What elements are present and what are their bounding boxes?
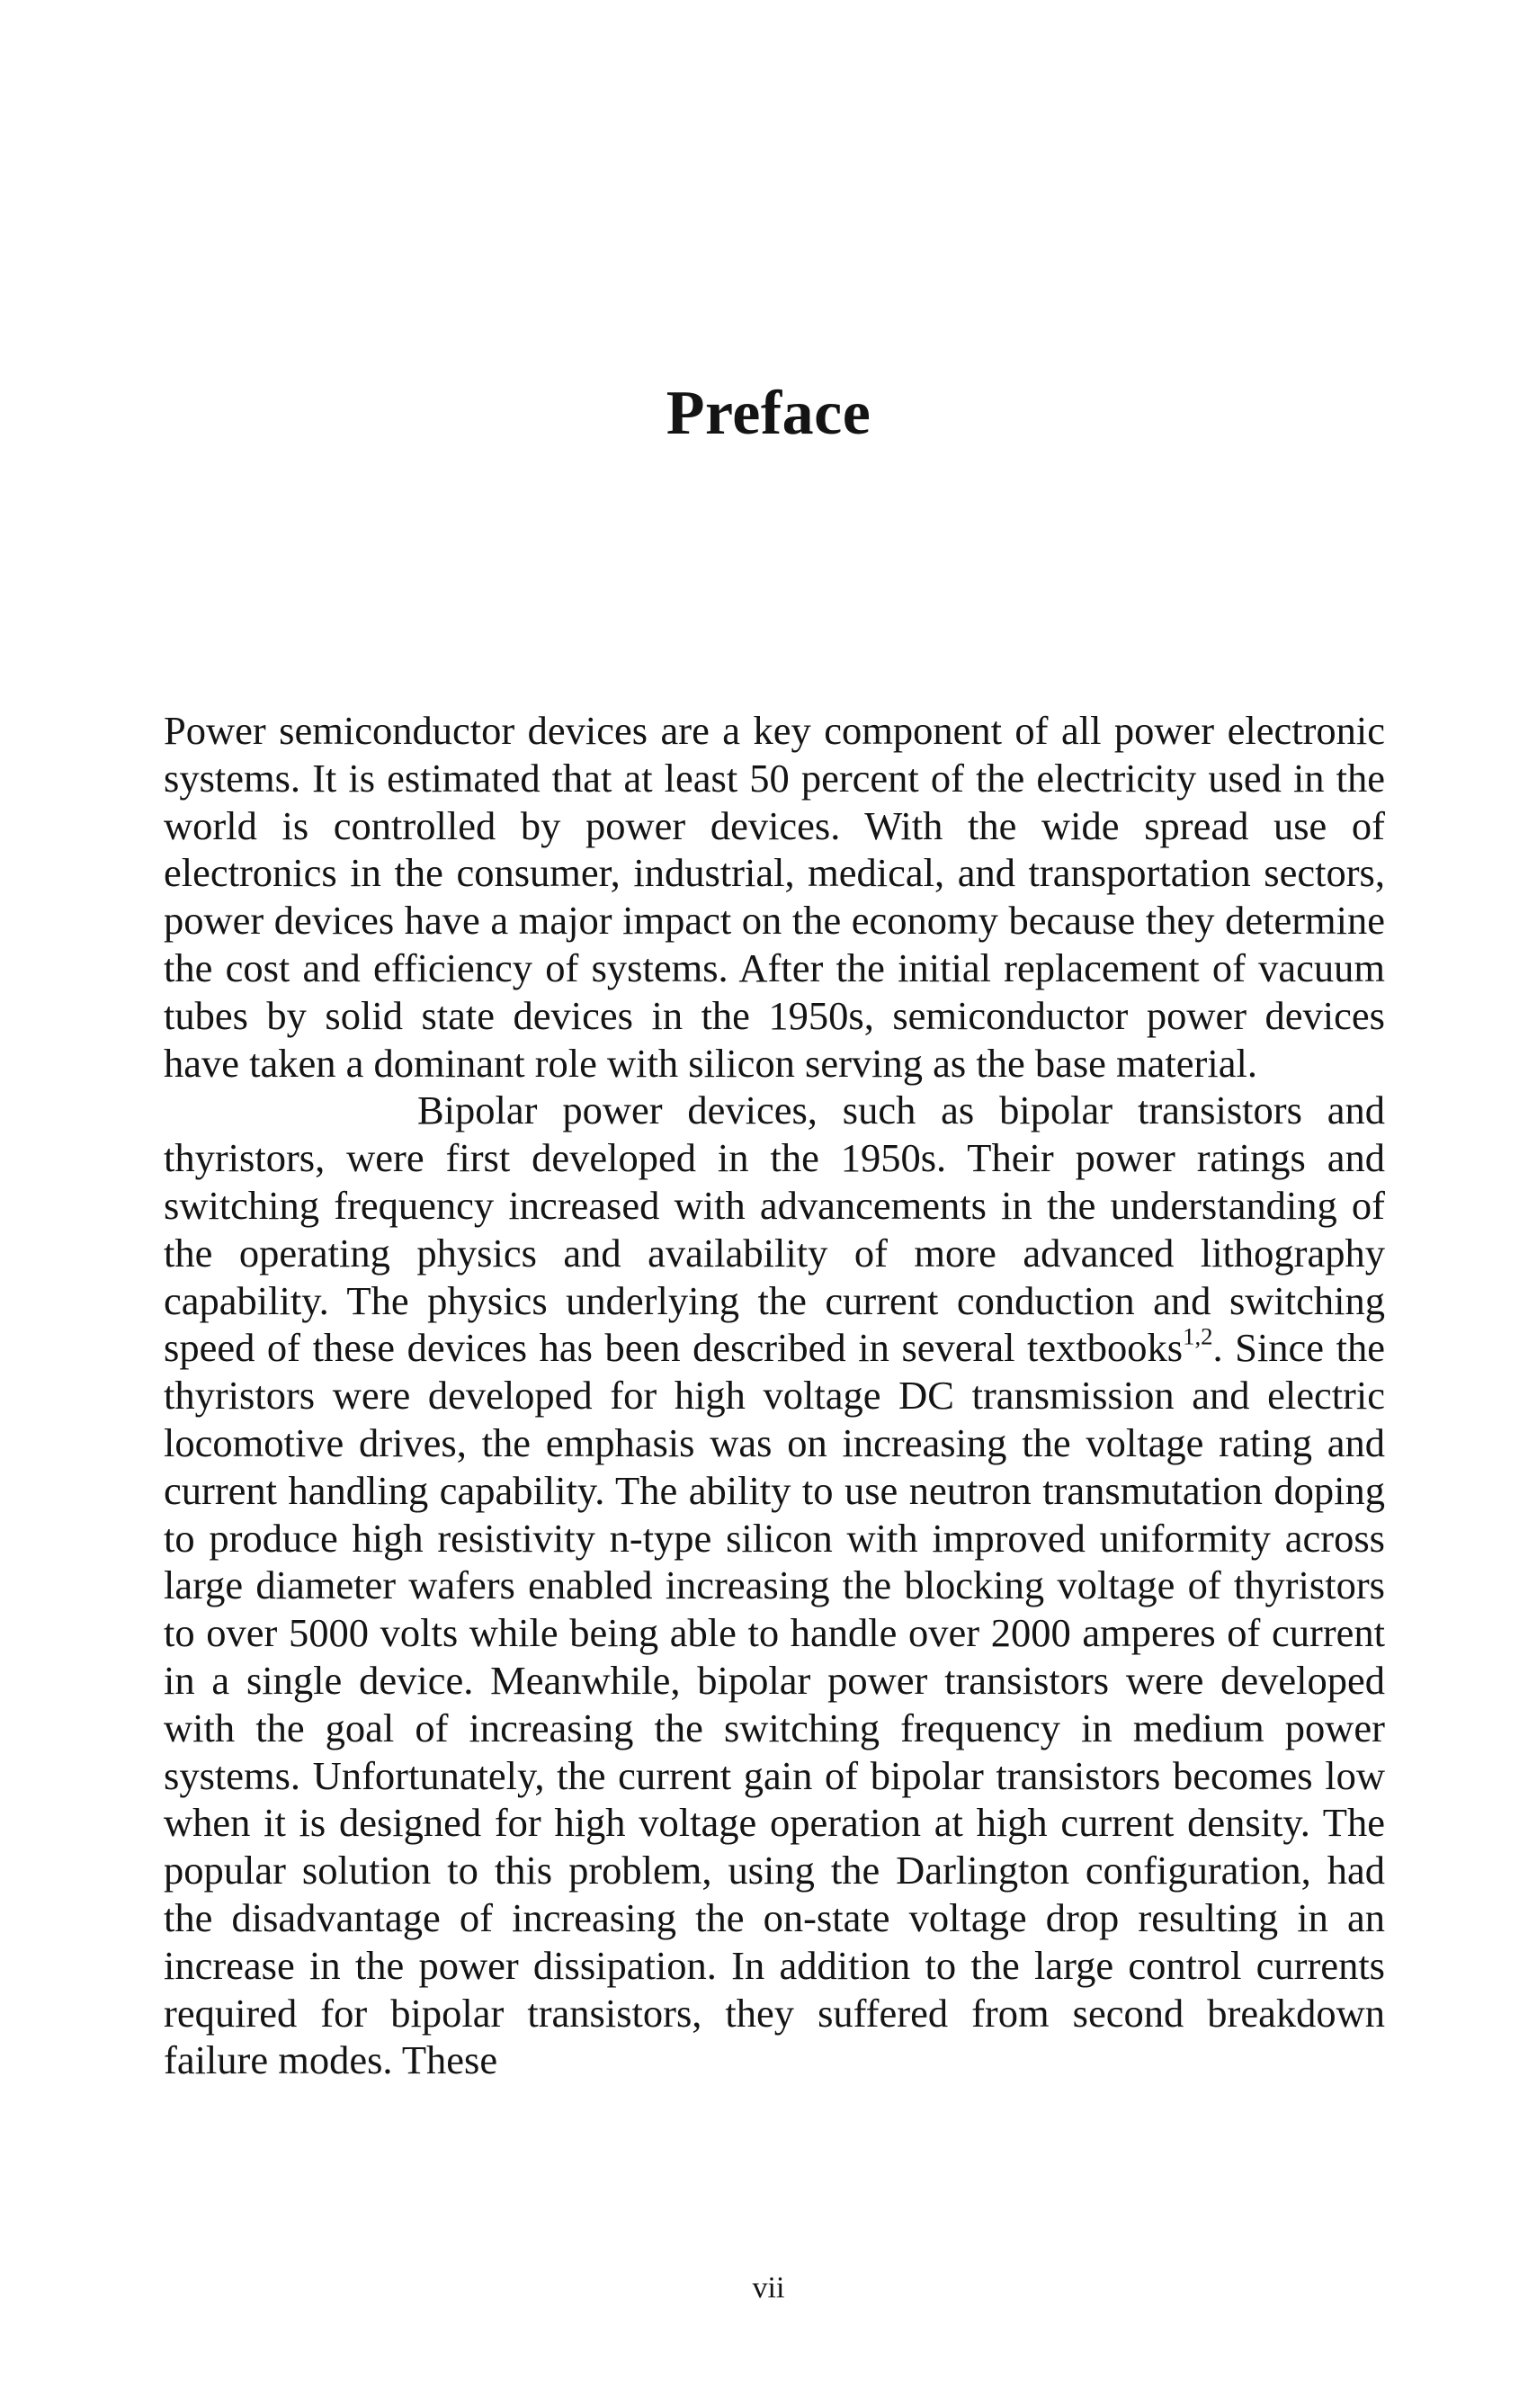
paragraph-2	[164, 1087, 1385, 2084]
page-title: Preface	[666, 379, 871, 448]
page-number: vii	[752, 2271, 785, 2305]
paragraph-2-text-before-ref: Bipolar power devices, such as bipolar transistors and thyristors, were first developed in the 1950s. Their power ratings and switching frequency increased with advancements in the understanding of the operating physics and availability of more advanced lithography capability. The physics underlying the current conduction and switching speed of these devices has been described in several textbooks	[164, 1088, 1385, 1371]
paragraph-1: Power semiconductor devices are a key component of all power electronic systems. It is estimated that at least 50 percent of the electricity used in the world is controlled by power devices. With the wide spread use of electronics in the consumer, industrial, medical, and transportation sectors, power devices have a major impact on the economy because they determine the cost and efficiency of systems. After the initial replacement of vacuum tubes by solid state devices in the 1950s, semiconductor power devices have taken a dominant role with silicon serving as the base material.	[164, 708, 1385, 1086]
preface-body	[164, 707, 1385, 2084]
paragraph-2-text-after-ref: . Since the thyristors were developed for high voltage DC transmission and electric locomotive drives, the emphasis was on increasing the voltage rating and current handling capability. The ability to use neutron transmutation doping to produce high resistivity n-type silicon with improved uniformity across large diameter wafers enabled increasing the blocking voltage of thyristors to over 5000 volts while being able to handle over 2000 amperes of current in a single device. Meanwhile, bipolar power transistors were developed with the goal of increasing the switching frequency in medium power systems. Unfortunately, the current gain of bipolar transistors becomes low when it is designed for high voltage operation at high current density. The popular solution to this problem, using the Darlington configuration, had the disadvantage of increasing the on-state voltage drop resulting in an increase in the power dissipation. In addition to the large control currents required for bipolar transistors, they suffered from second breakdown failure modes. These	[164, 1325, 1385, 2083]
footnote-reference[interactable]: 1,2	[1183, 1322, 1213, 1350]
